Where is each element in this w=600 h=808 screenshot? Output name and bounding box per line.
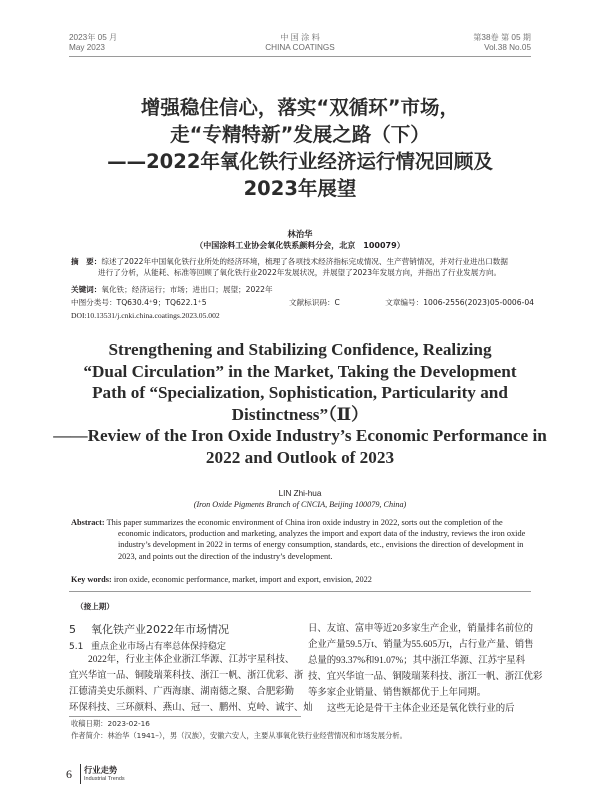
title-en-line: Strengthening and Stabilizing Confidence, Realizing xyxy=(108,340,492,359)
section-heading xyxy=(69,621,229,637)
abstract-zh-label: 摘 要： xyxy=(71,257,102,266)
title-zh-line: 2023年展望 xyxy=(243,177,357,200)
footnote-received-date: 收稿日期：2023-02-16 xyxy=(71,719,150,728)
header-date-zh: 2023年 05 月 xyxy=(69,33,118,42)
header-date-en: May 2023 xyxy=(69,43,105,52)
author-en: LIN Zhi-hua xyxy=(278,489,322,498)
footnote-author-bio: 作者简介：林治华（1941–），男（汉族），安徽六安人，主要从事氧化铁行业经营情况和市场发展分析。 xyxy=(71,731,407,740)
title-en-line: ——Review of the Iron Oxide Industry’s Economic Performance in xyxy=(53,426,547,446)
title-en-line: Distinctness”（Ⅱ） xyxy=(231,404,369,424)
body-line: 企业产量59.5万t、销量为55.605万t，占行业产量、销售 xyxy=(308,639,534,650)
footer-section-zh: 行业走势 xyxy=(84,765,118,775)
body-line: 技、宜兴华谊一品、铜陵瑞莱科技、浙江一帆、浙江优彩 xyxy=(308,671,543,682)
abstract-en xyxy=(71,517,531,562)
doi: DOI:10.13531/j.cnki.china.coatings.2023.05.002 xyxy=(71,311,220,320)
section-title: 氧化铁产业2022年市场情况 xyxy=(91,623,229,636)
body-column-left xyxy=(69,653,313,717)
abstract-en-text: industry’s development in 2022 in terms of energy consumption, standards, etc., envisions the direction of development in xyxy=(118,540,524,550)
keywords-zh xyxy=(71,284,273,295)
header-divider xyxy=(69,56,531,57)
header-volume-zh: 第38卷 第 05 期 xyxy=(473,33,531,42)
title-en-line: 2022 and Outlook of 2023 xyxy=(205,447,395,467)
body-line: 环保科技、三环颜料、燕山、冠一、鹏州、克岭、诚宇、灿 xyxy=(69,702,313,713)
section-number: 5 xyxy=(69,623,76,636)
affiliation-en: (Iron Oxide Pigments Branch of CNCIA, Beijing 100079, China) xyxy=(193,500,407,509)
author-zh: 林治华 xyxy=(287,229,313,239)
header-volume xyxy=(473,33,531,53)
body-line: 这些无论是骨干主体企业还是氧化铁行业的后 xyxy=(327,703,515,714)
keywords-zh-label: 关键词： xyxy=(71,285,102,294)
abstract-en-text: This paper summarizes the economic environment of China iron oxide industry in 2022, sorts out the completion of the xyxy=(104,518,503,527)
header-issue-date xyxy=(69,33,117,53)
keywords-en xyxy=(71,575,372,584)
header-volume-en: Vol.38 No.05 xyxy=(484,43,531,52)
abstract-en-text: economic indicators, production and marketing, analyzes the import and export data of the industry, reviews the iron oxide xyxy=(118,529,526,539)
continued-note: （接上期） xyxy=(76,602,114,611)
header-journal-name xyxy=(200,33,400,53)
title-zh-line: ——2022年氧化铁行业经济运行情况回顾及 xyxy=(107,150,493,173)
body-line: 总量的93.37%和91.07%；其中浙江华源、江苏宇星科 xyxy=(308,655,526,666)
article-number: 文章编号：1006-2556(2023)05-0006-04 xyxy=(385,298,534,307)
body-line: 江德清美史乐颜料、广西海康、湖南德之聚、合肥彩勤 xyxy=(69,686,295,697)
abstract-en-label: Abstract: xyxy=(71,518,105,527)
title-en-line: Path of “Specialization, Sophistication, Particularity and xyxy=(92,383,508,403)
subsection-heading xyxy=(69,639,226,652)
title-en-line: “Dual Circulation” in the Market, Taking the Development xyxy=(83,361,517,381)
title-zh-line: 走“专精特新”发展之路（下） xyxy=(170,123,430,146)
footer-separator xyxy=(80,764,81,784)
title-en xyxy=(40,339,560,469)
body-line: 2022年，行业主体企业浙江华源、江苏宇星科技、 xyxy=(88,655,295,665)
clc-number: 中图分类号：TQ630.4⁺9；TQ622.1⁺5 xyxy=(71,298,207,307)
subsection-number: 5.1 xyxy=(69,642,84,652)
footnote-divider xyxy=(69,716,301,717)
abstract-zh-text: 进行了分析，从能耗、标准等回顾了氧化铁行业2022年发展状况，并展望了2023年发展方向，并指出了行业发展方向。 xyxy=(98,268,502,278)
body-line: 等多家企业销量、销售额都优于上年同期。 xyxy=(308,687,487,698)
header-journal-zh: 中 国 涂 料 xyxy=(280,33,320,42)
abstract-en-text: 2023, and points out the direction of the industry’s development. xyxy=(118,551,333,561)
keywords-en-label: Key words: xyxy=(71,575,112,584)
body-line: 宜兴华谊一品、铜陵瑞莱科技、浙江一帆、浙江优彩、浙 xyxy=(69,670,304,681)
header-journal-en: CHINA COATINGS xyxy=(265,43,335,52)
body-line: 日、友谊、富申等近20多家生产企业，销量排名前位的 xyxy=(308,624,534,634)
page-number: 6 xyxy=(66,767,72,781)
title-zh-line: 增强稳住信心，落实“双循环”市场， xyxy=(140,96,460,119)
keywords-en-text: iron oxide, economic performance, market, import and export, envision, 2022 xyxy=(111,575,372,584)
subsection-title: 重点企业市场占有率总体保持稳定 xyxy=(91,642,227,652)
abstract-zh xyxy=(71,256,534,278)
abstract-divider xyxy=(69,591,531,592)
title-zh xyxy=(60,94,540,202)
abstract-zh-text: 综述了2022年中国氧化铁行业所处的经济环境，梳理了各项技术经济指标完成情况、生产营销情况，并对行业进出口数据 xyxy=(101,257,508,266)
affiliation-zh: （中国涂料工业协会氧化铁系颜料分会，北京 100079） xyxy=(195,241,405,250)
footer-section-en: Industrial Trends xyxy=(84,776,125,782)
keywords-zh-text: 氧化铁；经济运行；市场；进出口；展望；2022年 xyxy=(101,285,273,294)
document-code: 文献标识码：C xyxy=(289,298,340,307)
body-column-right xyxy=(308,622,543,717)
